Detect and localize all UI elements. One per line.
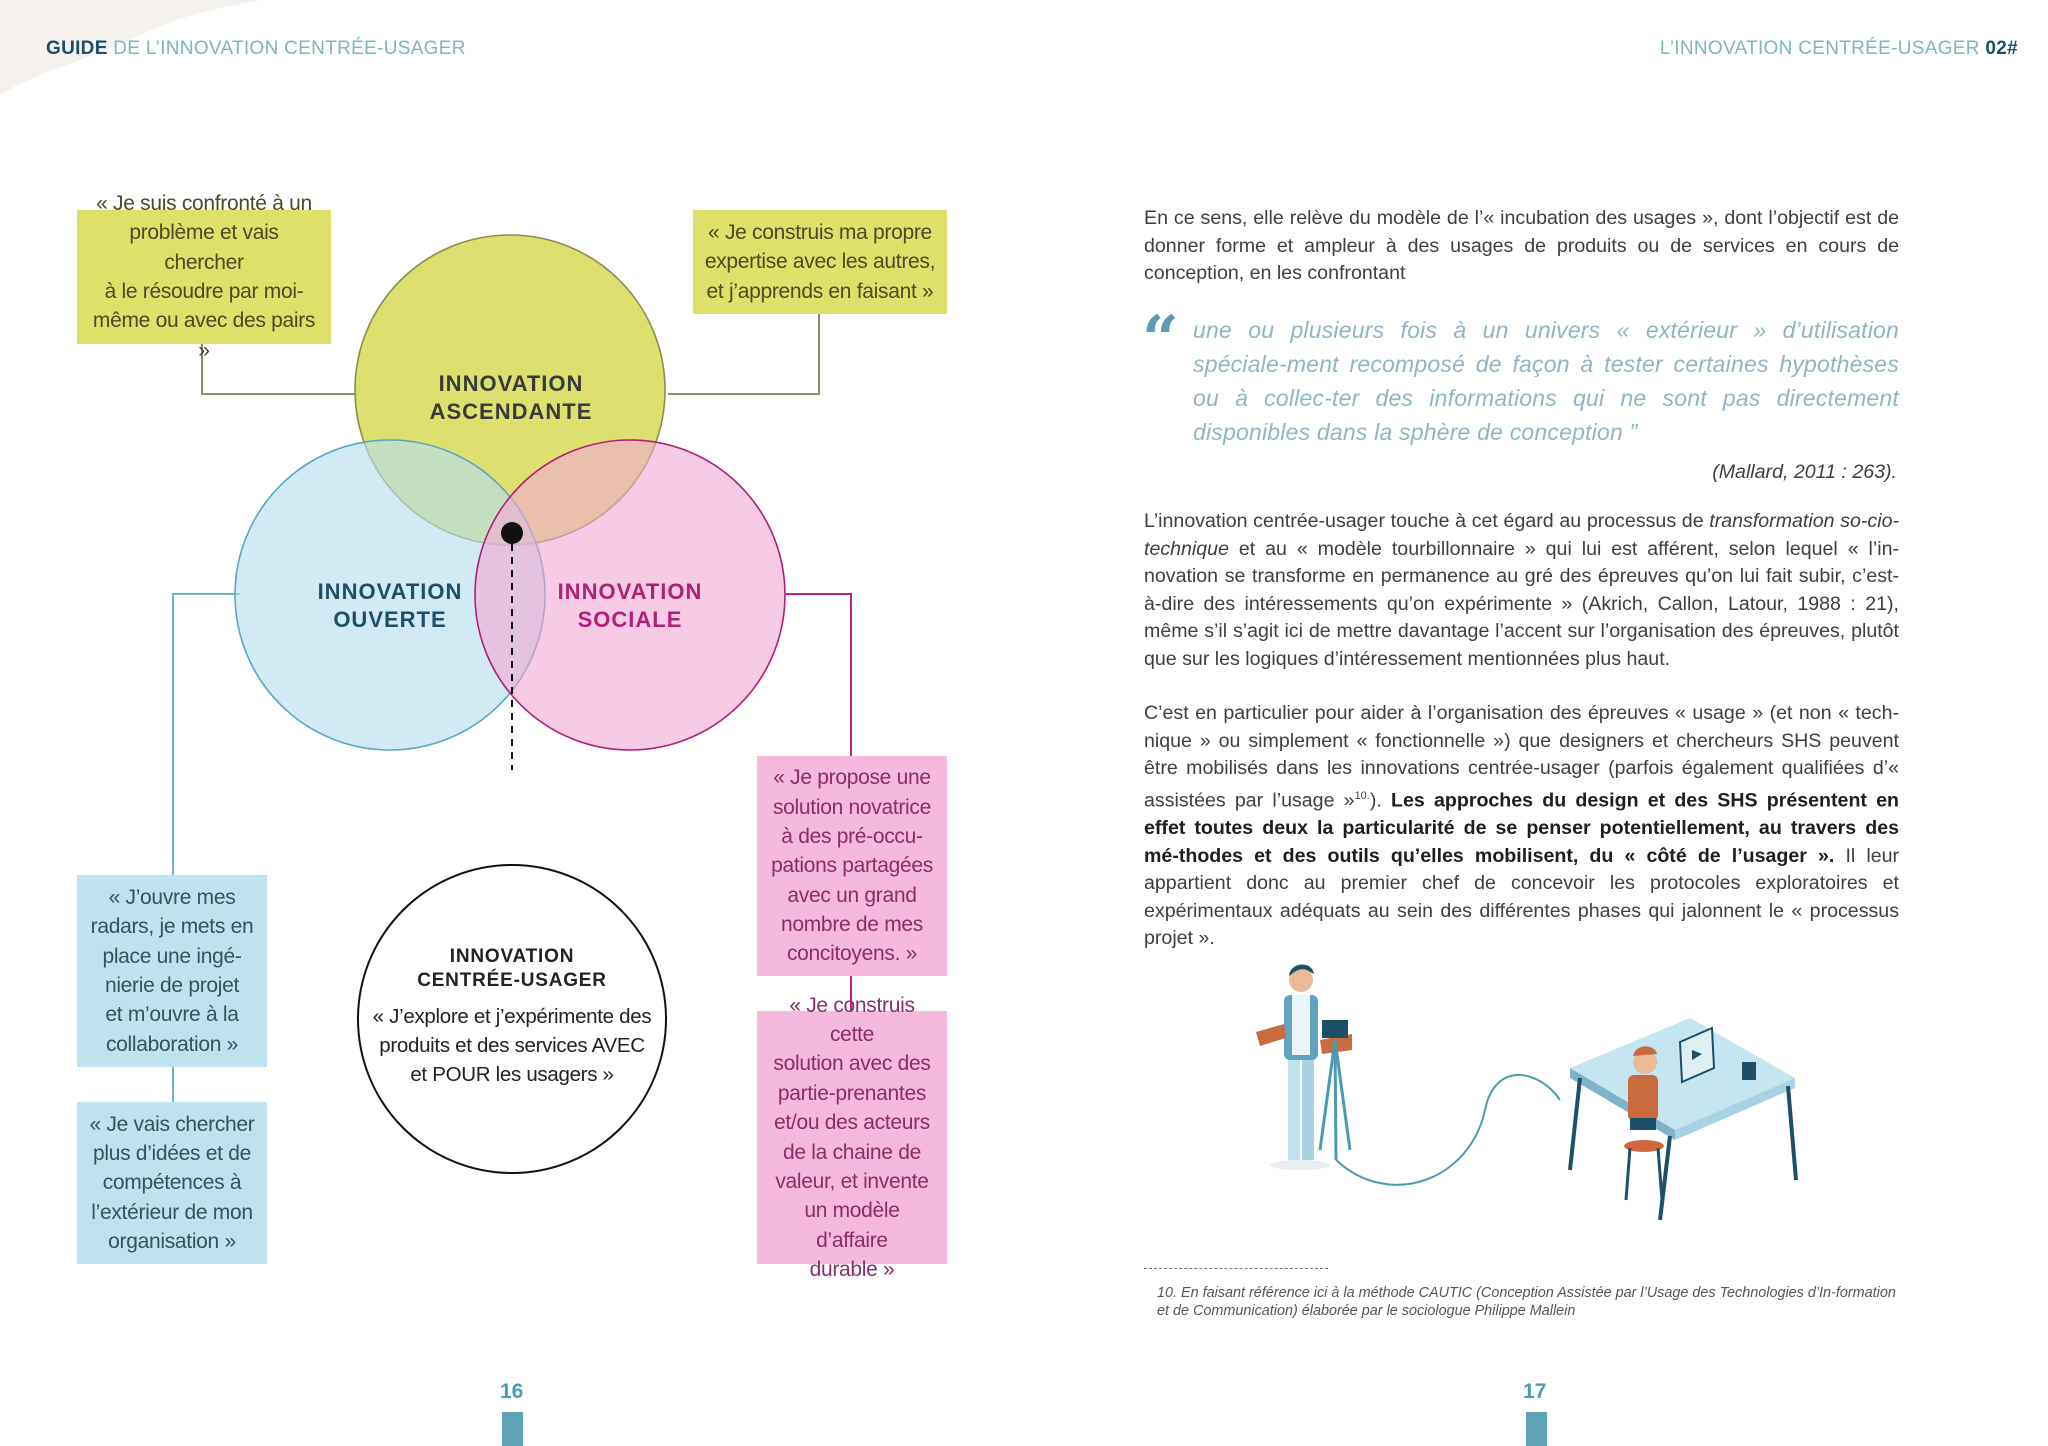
connector-right-v bbox=[850, 593, 852, 756]
center-title: INNOVATION CENTRÉE-USAGER bbox=[417, 946, 607, 991]
header-chapter-title: L’INNOVATION CENTRÉE-USAGER bbox=[1659, 38, 1980, 59]
paragraph-1: En ce sens, elle relève du modèle de l’« incubation des usages », dont l’objectif est de donner forme et ampleur à des usages de produits ou de services en cours de conception, en les confrontant bbox=[1144, 207, 1899, 285]
connector-left-v bbox=[172, 593, 174, 875]
quote-box-sociale-2: « Je construis cette solution avec des partie-prenantes et/ou des acteurs de la chaine de valeur, et invente un modèle d’affaire durable » bbox=[757, 1011, 947, 1264]
intersection-dot bbox=[501, 522, 523, 544]
quote-box-ascendante-2: « Je construis ma propre expertise avec les autres, et j’apprends en faisant » bbox=[693, 210, 947, 314]
footnote: 10. En faisant référence ici à la méthode CAUTIC (Conception Assistée par l’Usage des Technologies d’In-formation et de Communication) élaborée par le sociologue Philippe Mallein bbox=[1157, 1285, 1896, 1319]
cable-illustration bbox=[1336, 1075, 1560, 1185]
label-innovation-ascendante: INNOVATION ASCENDANTE bbox=[429, 371, 593, 424]
page-number-right: 17 bbox=[1523, 1380, 1547, 1403]
quote-box-ascendante-1: « Je suis confronté à un problème et vais chercher à le résoudre par moi- même ou avec des pairs » bbox=[77, 210, 331, 344]
footnote-rule bbox=[1144, 1268, 1328, 1269]
desk-illustration bbox=[1570, 1018, 1796, 1220]
footnote-ref[interactable]: 10. bbox=[1354, 789, 1370, 802]
quote-mark-icon: “ bbox=[1142, 302, 1179, 377]
citation: (Mallard, 2011 : 263). bbox=[1712, 461, 1897, 483]
brush-stroke-decoration bbox=[0, 0, 300, 120]
quote-box-sociale-1: « Je propose une solution novatrice à des pré-occu- pations partagées avec un grand nombre de mes concitoyens. » bbox=[757, 756, 947, 976]
quote-box-ouverte-2: « Je vais chercher plus d’idées et de compétences à l’extérieur de mon organisation » bbox=[77, 1102, 267, 1264]
header-chapter-number: 02# bbox=[1985, 38, 2018, 59]
page-number-bar-left bbox=[502, 1412, 523, 1446]
header-subtitle: DE L’INNOVATION CENTRÉE-USAGER bbox=[113, 38, 466, 59]
label-innovation-sociale: INNOVATION SOCIALE bbox=[557, 579, 703, 632]
block-quote: une ou plusieurs fois à un univers « extérieur » d’utilisation spéciale-ment recomposé de façon à tester certaines hypothèses ou à collec-ter des informations qui ne sont pas directement disponibles dans la sphère de conception ” bbox=[1193, 317, 1899, 445]
user-testing-illustration bbox=[1240, 950, 1820, 1230]
header-guide: GUIDE bbox=[46, 38, 108, 59]
running-header-right bbox=[1660, 38, 2018, 60]
running-header-left bbox=[46, 38, 466, 60]
quote-box-ouverte-1: « J’ouvre mes radars, je mets en place une ingé- nierie de projet et m’ouvre à la collaboration » bbox=[77, 875, 267, 1067]
paragraph-3: C’est en particulier pour aider à l’organisation des épreuves « usage » (et non « tech-nique » ou simplement « fonctionnelle ») que designers et chercheurs SHS peuvent être mobilisés dans les innovations centrée-usager (parfois également qualifiées d’« assistées par l’usage »$^{10.}$). Les approches du design et des SHS présentent en effet toutes deux la particularité de se penser potentiellement, au travers des mé-thodes et des outils qu’elles mobilisent, du « côté de l’usager ». Il leur appartient donc au premier chef de concevoir les protocoles exploratoires et expérimentaux adéquats au sein des différentes phases qui jalonnent le « processus projet ». bbox=[1144, 702, 1900, 950]
connector-top-right bbox=[818, 312, 820, 394]
page-number-bar-right bbox=[1526, 1412, 1547, 1446]
paragraph-2: L’innovation centrée-usager touche à cet égard au processus de transformation so-cio-technique et au « modèle tourbillonnaire » qui lui est afférent, selon lequel « l’in-novation se transforme en permanence au gré des épreuves qu’on lui fait subir, c’est-à-dire des intéressements qu’on expérimente » (Akrich, Callon, Latour, 1988 : 21), même s’il s’agit ici de mettre davantage l’accent sur l’organisation des épreuves, plutôt que sur les logiques d’intéressement mentionnées plus haut. bbox=[1144, 510, 1899, 670]
page-number-left: 16 bbox=[500, 1380, 524, 1403]
connector-left-boxes bbox=[172, 1066, 174, 1102]
label-innovation-ouverte: INNOVATION OUVERTE bbox=[317, 579, 463, 632]
center-quote: « J’explore et j’expérimente des produits et des services AVEC et POUR les usagers » bbox=[372, 1005, 652, 1086]
